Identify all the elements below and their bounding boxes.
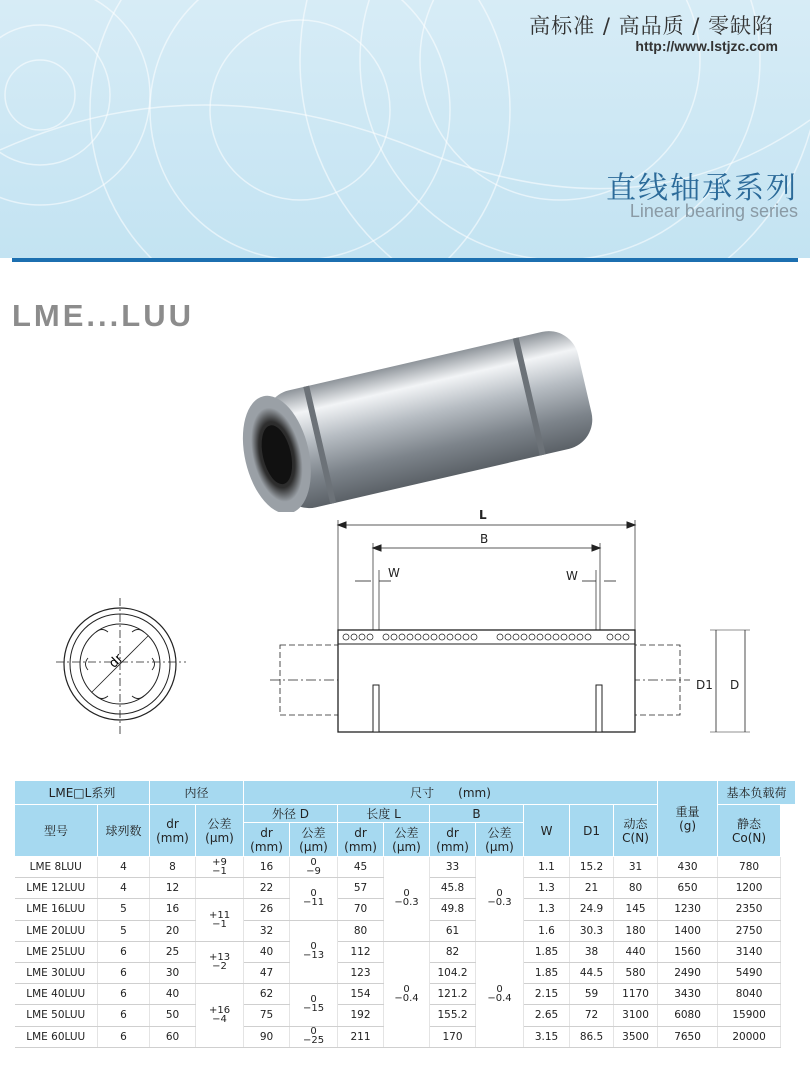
cell-W: 1.85 bbox=[524, 941, 570, 962]
cell-dr-tol: +9 −1 bbox=[196, 857, 244, 878]
cell-static: 5490 bbox=[718, 962, 781, 983]
cell-D1: 15.2 bbox=[570, 857, 614, 878]
cell-L-tol: 0 −0.4 bbox=[384, 941, 430, 1047]
cell-W: 2.15 bbox=[524, 984, 570, 1005]
series-title-en: Linear bearing series bbox=[629, 201, 798, 221]
cell-L: 80 bbox=[338, 920, 384, 941]
label-D: D bbox=[730, 678, 740, 692]
cell-dr-tol: +11 −1 bbox=[196, 899, 244, 941]
label-B: B bbox=[480, 532, 489, 546]
cell-B: 45.8 bbox=[430, 878, 476, 899]
cell-L: 211 bbox=[338, 1026, 384, 1047]
cell-D1: 86.5 bbox=[570, 1026, 614, 1047]
label-D1: D1 bbox=[696, 678, 713, 692]
cell-balls: 6 bbox=[98, 941, 150, 962]
cell-B: 61 bbox=[430, 920, 476, 941]
th-L-tol: 公差 (μm) bbox=[384, 823, 430, 857]
cell-weight: 31 bbox=[614, 857, 658, 878]
cell-static: 15900 bbox=[718, 1005, 781, 1026]
cell-dr: 50 bbox=[150, 1005, 196, 1026]
th-B-dr: dr (mm) bbox=[430, 823, 476, 857]
cell-B: 82 bbox=[430, 941, 476, 962]
cell-static: 2750 bbox=[718, 920, 781, 941]
header-divider bbox=[12, 258, 798, 262]
cell-B: 49.8 bbox=[430, 899, 476, 920]
cell-balls: 4 bbox=[98, 878, 150, 899]
cell-dr: 12 bbox=[150, 878, 196, 899]
cell-model: LME 50LUU bbox=[15, 1005, 98, 1026]
th-D-dr: dr (mm) bbox=[244, 823, 290, 857]
cell-dr: 8 bbox=[150, 857, 196, 878]
side-view-drawing bbox=[270, 505, 760, 745]
cell-model: LME 16LUU bbox=[15, 899, 98, 920]
cell-B: 155.2 bbox=[430, 1005, 476, 1026]
cell-D: 16 bbox=[244, 857, 290, 878]
cell-dynamic: 1400 bbox=[658, 920, 718, 941]
cell-static: 780 bbox=[718, 857, 781, 878]
cell-static: 1200 bbox=[718, 878, 781, 899]
cell-D-tol: 0 −25 bbox=[290, 1026, 338, 1047]
cell-model: LME 12LUU bbox=[15, 878, 98, 899]
cell-B-tol: 0 −0.3 bbox=[476, 857, 524, 942]
th-dr-tol: 公差 (μm) bbox=[196, 805, 244, 857]
cell-dr-tol-empty bbox=[196, 878, 244, 899]
cell-W: 3.15 bbox=[524, 1026, 570, 1047]
th-weight: 重量 (g) bbox=[658, 781, 718, 857]
th-model: 型号 bbox=[15, 805, 98, 857]
cell-dynamic: 2490 bbox=[658, 962, 718, 983]
cell-weight: 440 bbox=[614, 941, 658, 962]
th-D-tol: 公差 (μm) bbox=[290, 823, 338, 857]
cell-dynamic: 650 bbox=[658, 878, 718, 899]
cell-D1: 59 bbox=[570, 984, 614, 1005]
cell-L: 57 bbox=[338, 878, 384, 899]
cell-D: 22 bbox=[244, 878, 290, 899]
th-B-tol: 公差 (μm) bbox=[476, 823, 524, 857]
th-balls: 球列数 bbox=[98, 805, 150, 857]
cell-D: 62 bbox=[244, 984, 290, 1005]
cell-D1: 30.3 bbox=[570, 920, 614, 941]
cell-balls: 6 bbox=[98, 1026, 150, 1047]
cell-B-tol: 0 −0.4 bbox=[476, 941, 524, 1047]
cell-weight: 3500 bbox=[614, 1026, 658, 1047]
label-W-left: W bbox=[388, 566, 400, 580]
slogan: 高标准 / 高品质 / 零缺陷 bbox=[529, 14, 774, 38]
cell-W: 1.3 bbox=[524, 878, 570, 899]
cell-B: 33 bbox=[430, 857, 476, 878]
cell-dynamic: 7650 bbox=[658, 1026, 718, 1047]
cell-dynamic: 1560 bbox=[658, 941, 718, 962]
cell-W: 1.1 bbox=[524, 857, 570, 878]
cell-D-tol: 0 −9 bbox=[290, 857, 338, 878]
cell-dr: 20 bbox=[150, 920, 196, 941]
cell-dynamic: 3430 bbox=[658, 984, 718, 1005]
cell-model: LME 8LUU bbox=[15, 857, 98, 878]
cell-weight: 3100 bbox=[614, 1005, 658, 1026]
cell-B: 104.2 bbox=[430, 962, 476, 983]
model-title: LME...LUU bbox=[12, 298, 194, 333]
cell-L: 192 bbox=[338, 1005, 384, 1026]
bearing-photo bbox=[228, 322, 608, 512]
cell-dr-tol: +16 −4 bbox=[196, 984, 244, 1048]
cell-B: 170 bbox=[430, 1026, 476, 1047]
th-outer: 外径 D bbox=[244, 805, 338, 823]
th-inner: 内径 bbox=[150, 781, 244, 805]
cell-W: 1.85 bbox=[524, 962, 570, 983]
cell-model: LME 40LUU bbox=[15, 984, 98, 1005]
cell-balls: 6 bbox=[98, 984, 150, 1005]
cell-static: 3140 bbox=[718, 941, 781, 962]
cell-balls: 4 bbox=[98, 857, 150, 878]
cell-dr-tol: +13 −2 bbox=[196, 941, 244, 983]
cell-D-tol: 0 −15 bbox=[290, 984, 338, 1026]
cell-dr: 16 bbox=[150, 899, 196, 920]
website-url[interactable]: http://www.lstjzc.com bbox=[635, 38, 778, 54]
cell-dynamic: 430 bbox=[658, 857, 718, 878]
cell-dr: 25 bbox=[150, 941, 196, 962]
label-dr: dr bbox=[106, 651, 127, 672]
cross-section-drawing bbox=[56, 598, 186, 738]
cell-L: 45 bbox=[338, 857, 384, 878]
cell-dr: 40 bbox=[150, 984, 196, 1005]
cell-D1: 44.5 bbox=[570, 962, 614, 983]
th-W: W bbox=[524, 805, 570, 857]
cell-model: LME 25LUU bbox=[15, 941, 98, 962]
cell-balls: 6 bbox=[98, 962, 150, 983]
cell-D-tol: 0 −11 bbox=[290, 878, 338, 920]
cell-D: 32 bbox=[244, 920, 290, 941]
cell-W: 1.3 bbox=[524, 899, 570, 920]
cell-weight: 80 bbox=[614, 878, 658, 899]
cell-static: 2350 bbox=[718, 899, 781, 920]
label-W-right: W bbox=[566, 569, 578, 583]
cell-D: 40 bbox=[244, 941, 290, 962]
cell-dynamic: 1230 bbox=[658, 899, 718, 920]
cell-D: 90 bbox=[244, 1026, 290, 1047]
cell-D: 26 bbox=[244, 899, 290, 920]
label-L: L bbox=[479, 508, 487, 522]
cell-L: 123 bbox=[338, 962, 384, 983]
table-row bbox=[15, 941, 796, 962]
cell-D: 47 bbox=[244, 962, 290, 983]
cell-W: 1.6 bbox=[524, 920, 570, 941]
cell-weight: 580 bbox=[614, 962, 658, 983]
cell-weight: 1170 bbox=[614, 984, 658, 1005]
cell-B: 121.2 bbox=[430, 984, 476, 1005]
cell-L: 112 bbox=[338, 941, 384, 962]
table-row bbox=[15, 857, 796, 878]
cell-L: 70 bbox=[338, 899, 384, 920]
cell-static: 20000 bbox=[718, 1026, 781, 1047]
cell-W: 2.65 bbox=[524, 1005, 570, 1026]
cell-L-tol: 0 −0.3 bbox=[384, 857, 430, 942]
cell-weight: 145 bbox=[614, 899, 658, 920]
series-title-cn: 直线轴承系列 bbox=[606, 171, 798, 206]
th-static: 静态 Co(N) bbox=[718, 805, 781, 857]
cell-D: 75 bbox=[244, 1005, 290, 1026]
cell-dynamic: 6080 bbox=[658, 1005, 718, 1026]
cell-L: 154 bbox=[338, 984, 384, 1005]
th-length: 长度 L bbox=[338, 805, 430, 823]
cell-D1: 24.9 bbox=[570, 899, 614, 920]
th-dims: 尺寸 (mm) bbox=[244, 781, 658, 805]
cell-model: LME 30LUU bbox=[15, 962, 98, 983]
cell-weight: 180 bbox=[614, 920, 658, 941]
cell-static: 8040 bbox=[718, 984, 781, 1005]
cell-balls: 5 bbox=[98, 920, 150, 941]
cell-D1: 21 bbox=[570, 878, 614, 899]
cell-balls: 6 bbox=[98, 1005, 150, 1026]
header-banner bbox=[0, 0, 810, 258]
th-series: LME□L系列 bbox=[15, 781, 150, 805]
th-L-dr: dr (mm) bbox=[338, 823, 384, 857]
cell-dr: 60 bbox=[150, 1026, 196, 1047]
cell-D-tol: 0 −13 bbox=[290, 920, 338, 984]
th-dr: dr (mm) bbox=[150, 805, 196, 857]
th-load: 基本负载荷 bbox=[718, 781, 796, 805]
th-dynamic: 动态 C(N) bbox=[614, 805, 658, 857]
cell-D1: 72 bbox=[570, 1005, 614, 1026]
spec-table bbox=[14, 780, 796, 1048]
cell-balls: 5 bbox=[98, 899, 150, 920]
cell-dr: 30 bbox=[150, 962, 196, 983]
th-D1: D1 bbox=[570, 805, 614, 857]
cell-model: LME 20LUU bbox=[15, 920, 98, 941]
cell-model: LME 60LUU bbox=[15, 1026, 98, 1047]
th-B: B bbox=[430, 805, 524, 823]
cell-D1: 38 bbox=[570, 941, 614, 962]
